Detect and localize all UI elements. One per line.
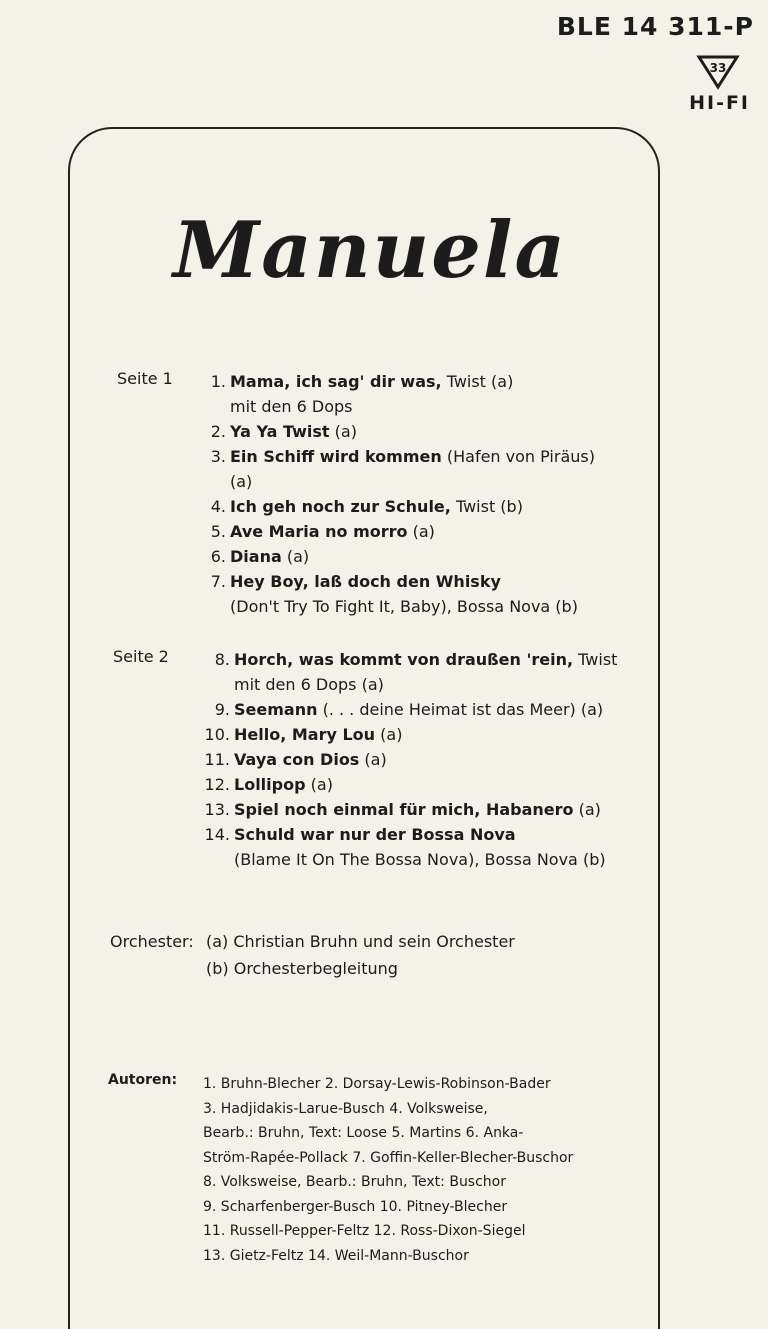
track-item <box>196 419 616 444</box>
track-note: (a) <box>334 422 357 441</box>
track-note: (a) <box>380 725 403 744</box>
track-item <box>200 772 620 797</box>
track-note: (a) <box>364 750 387 769</box>
track-number: 9. <box>214 700 230 719</box>
track-note: (a) <box>578 800 601 819</box>
track-number: 13. <box>204 800 230 819</box>
track-number: 14. <box>204 825 230 844</box>
track-number: 11. <box>204 750 230 769</box>
track-number: 4. <box>210 497 226 516</box>
hifi-label: HI-FI <box>689 92 750 114</box>
orchestra-label: Orchester: <box>110 932 194 951</box>
track-item <box>200 797 620 822</box>
track-note: (. . . deine Heimat ist das Meer) (a) <box>322 700 604 719</box>
track-number: 12. <box>204 775 230 794</box>
track-item <box>200 647 620 697</box>
track-number: 8. <box>214 650 230 669</box>
track-title: Hello, Mary Lou <box>234 725 376 744</box>
track-subtitle: (Don't Try To Fight It, Baby), Bossa Nova (b) <box>230 597 578 616</box>
track-subtitle: mit den 6 Dops (a) <box>234 675 384 694</box>
track-number: 2. <box>210 422 226 441</box>
track-item <box>200 822 620 872</box>
orchestra-a: (a) Christian Bruhn und sein Orchester <box>206 932 515 951</box>
track-item <box>200 722 620 747</box>
track-item <box>200 747 620 772</box>
track-title: Ya Ya Twist <box>230 422 330 441</box>
track-number: 6. <box>210 547 226 566</box>
album-title: Manuela <box>172 205 568 296</box>
track-title: Lollipop <box>234 775 306 794</box>
track-number: 7. <box>210 572 226 591</box>
track-title: Diana <box>230 547 282 566</box>
orchestra-b: (b) Orchesterbegleitung <box>206 959 398 978</box>
author-line: 1. Bruhn-Blecher 2. Dorsay-Lewis-Robinson-Bader <box>203 1076 551 1092</box>
track-title: Schuld war nur der Bossa Nova <box>234 825 516 844</box>
track-note: Twist (b) <box>455 497 523 516</box>
track-note: (Hafen von Piräus) (a) <box>230 447 595 491</box>
side-2-label: Seite 2 <box>113 647 169 666</box>
track-number: 3. <box>210 447 226 466</box>
track-note: (a) <box>412 522 435 541</box>
speed-label: 33 <box>709 61 727 75</box>
authors-list <box>203 1072 613 1268</box>
track-item <box>196 444 616 494</box>
track-title: Ich geh noch zur Schule, <box>230 497 451 516</box>
track-item <box>196 494 616 519</box>
track-number: 1. <box>210 372 226 391</box>
author-line: Bearb.: Bruhn, Text: Loose 5. Martins 6. Anka- <box>203 1125 524 1141</box>
track-note: Twist <box>578 650 618 669</box>
author-line: 11. Russell-Pepper-Feltz 12. Ross-Dixon-Siegel <box>203 1223 526 1239</box>
track-title: Ein Schiff wird kommen <box>230 447 442 466</box>
orchestra-section <box>110 928 515 982</box>
author-line: 9. Scharfenberger-Busch 10. Pitney-Blecher <box>203 1198 508 1215</box>
author-line: Ström-Rapée-Pollack 7. Goffin-Keller-Blecher-Buschor <box>203 1149 574 1166</box>
side-1-label: Seite 1 <box>117 369 173 388</box>
catalog-number: BLE 14 311-P <box>556 12 754 41</box>
author-line: 8. Volksweise, Bearb.: Bruhn, Text: Buschor <box>203 1174 506 1190</box>
track-item <box>196 544 616 569</box>
speed-33-triangle-icon <box>696 54 740 90</box>
track-title: Seemann <box>234 700 318 719</box>
track-item <box>196 369 616 419</box>
track-number: 5. <box>210 522 226 541</box>
track-title: Ave Maria no morro <box>230 522 408 541</box>
track-title: Vaya con Dios <box>234 750 360 769</box>
track-note: Twist (a) <box>446 372 514 391</box>
side-1-tracklist <box>196 369 616 619</box>
track-title: Horch, was kommt von draußen 'rein, <box>234 650 574 669</box>
track-title: Spiel noch einmal für mich, Habanero <box>234 800 574 819</box>
track-note: (a) <box>286 547 310 566</box>
track-item <box>200 697 620 722</box>
author-line: 13. Gietz-Feltz 14. Weil-Mann-Buschor <box>203 1247 469 1264</box>
side-2-tracklist <box>200 647 620 872</box>
authors-label: Autoren: <box>108 1072 178 1088</box>
track-item <box>196 519 616 544</box>
track-subtitle: mit den 6 Dops <box>230 397 353 416</box>
track-note: (a) <box>310 775 333 794</box>
track-number: 10. <box>204 725 230 744</box>
track-title: Mama, ich sag' dir was, <box>230 372 442 391</box>
author-line: 3. Hadjidakis-Larue-Busch 4. Volksweise, <box>203 1100 488 1117</box>
track-item <box>196 569 616 619</box>
track-subtitle: (Blame It On The Bossa Nova), Bossa Nova (b) <box>234 850 606 869</box>
track-title: Hey Boy, laß doch den Whisky <box>230 572 501 591</box>
